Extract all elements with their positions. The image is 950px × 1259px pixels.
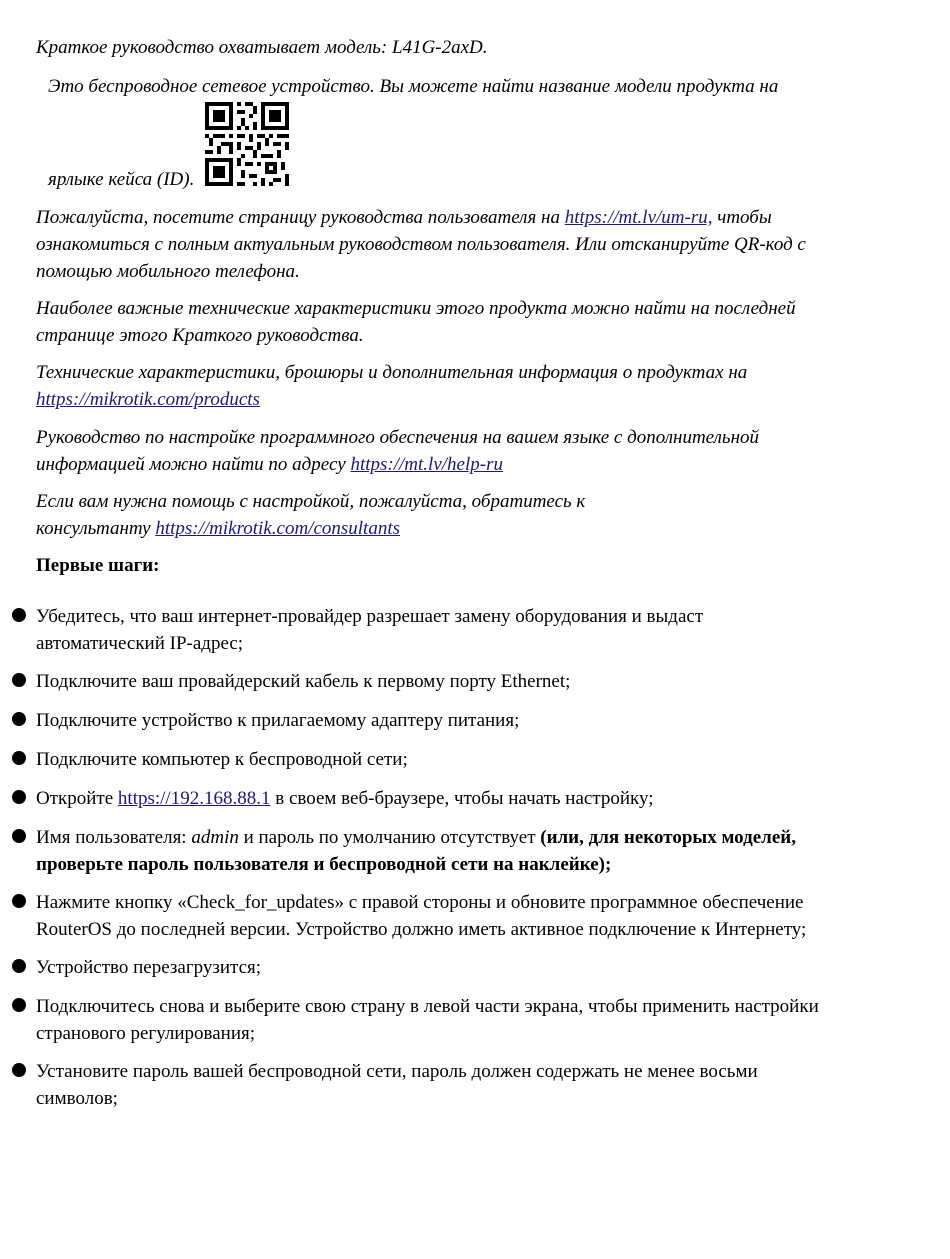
bullet-icon xyxy=(12,673,26,687)
help-link[interactable]: https://mt.lv/help-ru xyxy=(350,454,503,475)
products-link[interactable]: https://mikrotik.com/products xyxy=(36,389,260,410)
bullet-icon xyxy=(12,959,26,973)
list-item: Имя пользователя: admin и пароль по умолчанию отсутствует (или, для некоторых моделей, проверьте пароль пользователя и беспроводной сети на наклейке); xyxy=(36,827,796,875)
list-item: Установите пароль вашей беспроводной сети, пароль должен содержать не менее восьми символов; xyxy=(36,1061,758,1109)
list-item: Убедитесь, что ваш интернет-провайдер разрешает замену оборудования и выдаст автоматический IP-адрес; xyxy=(36,606,704,654)
list-item: Подключите ваш провайдерский кабель к первому порту Ethernet; xyxy=(36,671,571,692)
bullet-icon xyxy=(12,751,26,765)
manual-link[interactable]: https://mt.lv/um-ru, xyxy=(564,207,713,228)
list-item: Нажмите кнопку «Check_for_updates» с правой стороны и обновите программное обеспечение RouterOS до последней версии. Устройство должно иметь активное подключение к Интернету; xyxy=(36,892,807,940)
bullet-icon xyxy=(12,712,26,726)
router-address-link[interactable]: https://192.168.88.1 xyxy=(117,788,271,809)
help-paragraph: Руководство по настройке программного обеспечения на вашем языке с дополнительной информацией можно найти по адресу https://mt.lv/help-ru xyxy=(36,427,760,475)
qr-code-icon xyxy=(205,102,289,186)
bullet-icon xyxy=(12,608,26,622)
bullet-icon xyxy=(12,894,26,908)
intro-model-line: Краткое руководство охватывает модель: L41G-2axD. xyxy=(36,37,488,58)
username-value: admin xyxy=(191,827,239,848)
consultants-paragraph: Если вам нужна помощь с настройкой, пожалуйста, обратитесь к консультанту https://mikrotik.com/consultants xyxy=(36,491,586,539)
intro-id-line: ярлыке кейса (ID). xyxy=(48,169,195,190)
manual-paragraph: Пожалуйста, посетите страницу руководства пользователя на https://mt.lv/um-ru, чтобы ознакомиться с полным актуальным руководством пользователя. Или отсканируйте QR-код с помощью мобильного телефона. xyxy=(36,207,806,282)
first-steps-heading: Первые шаги: xyxy=(36,555,160,576)
intro-device-line: Это беспроводное сетевое устройство. Вы можете найти название модели продукта на xyxy=(48,76,779,97)
bullet-icon xyxy=(12,829,26,843)
list-item: Устройство перезагрузится; xyxy=(36,957,262,978)
bullet-icon xyxy=(12,1063,26,1077)
list-item: Откройте https://192.168.88.1 в своем веб-браузере, чтобы начать настройку; xyxy=(36,788,654,809)
list-item: Подключитесь снова и выберите свою страну в левой части экрана, чтобы применить настройки странового регулирования; xyxy=(36,996,819,1044)
list-item: Подключите устройство к прилагаемому адаптеру питания; xyxy=(36,710,520,731)
specs-paragraph: Наиболее важные технические характеристики этого продукта можно найти на последней странице этого Краткого руководства. xyxy=(36,298,796,346)
list-item: Подключите компьютер к беспроводной сети; xyxy=(36,749,408,770)
password-note: (или, для некоторых моделей, проверьте пароль пользователя и беспроводной сети на наклейке); xyxy=(36,827,796,875)
bullet-icon xyxy=(12,998,26,1012)
consultants-link[interactable]: https://mikrotik.com/consultants xyxy=(155,518,401,539)
bullet-icon xyxy=(12,790,26,804)
products-paragraph: Технические характеристики, брошюры и дополнительная информация о продуктах на https://mikrotik.com/products xyxy=(36,362,748,410)
